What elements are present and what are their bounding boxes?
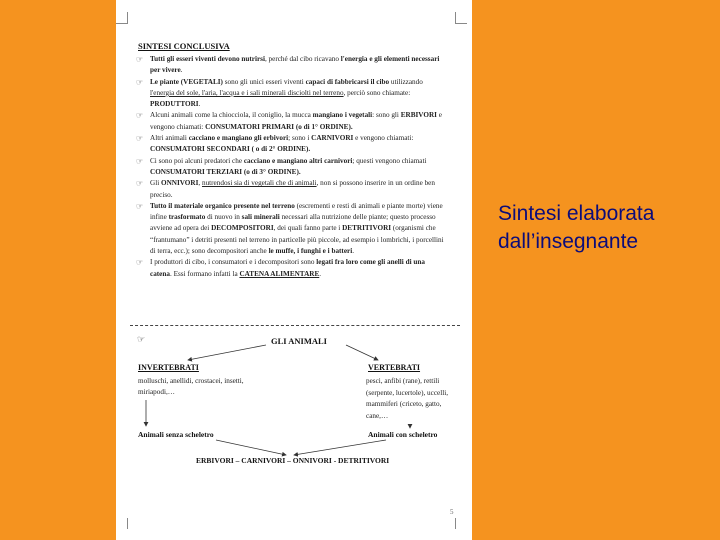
pointing-hand-icon: ☞: [136, 55, 144, 64]
hand-icon: ☞: [137, 335, 146, 345]
vertebrates-description: pesci, anfibi (rane), rettili (serpente, lucertole), uccelli, mammiferi (criceto, gatto, cane,…: [366, 377, 449, 420]
bullet-text-segment: sono gli unici esseri viventi: [222, 77, 306, 86]
bullet-text-segment: .: [180, 66, 183, 75]
page-number: 5: [450, 508, 454, 516]
without-skeleton-label: Animali senza scheletro: [138, 430, 214, 439]
pointing-hand-icon: ☞: [136, 156, 144, 166]
bullet-text-segment: ERBIVORI: [400, 111, 437, 120]
pointing-hand-icon: ☞: [136, 179, 144, 189]
bullet-text-segment: nutrendosi sia di vegetali che di animali: [201, 179, 317, 188]
vertebrates-label: VERTEBRATI: [368, 363, 421, 372]
bullet-text-segment: .: [198, 100, 201, 109]
diagram-title: GLI ANIMALI: [271, 336, 327, 346]
bullet-text-segment: ,: [198, 179, 202, 188]
bullet-text-segment: I produttori di cibo, i consumatori e i decompositori sono: [150, 258, 317, 267]
bullet-text-segment: ; sono i: [288, 134, 312, 143]
bullet-text-segment: l'energia e gli elementi necessari per vivere: [150, 55, 440, 75]
diet-categories-label: ERBIVORI – CARNIVORI – ONNIVORI - DETRITIVORI: [196, 456, 390, 465]
bullet-text-segment: Le piante (VEGETALI): [150, 77, 223, 86]
bullet-text-segment: , non si possono inserire in un ordine ben preciso.: [150, 179, 435, 199]
pointing-hand-icon: ☞: [136, 201, 144, 211]
slide-caption: Sintesi elaborata dall’insegnante: [498, 202, 655, 253]
bullet-text-segment: utilizzando: [389, 77, 423, 86]
bullet-text-segment: . Essi formano infatti la: [169, 269, 240, 278]
bullet-text-segment: cacciano e mangiano gli erbivori: [188, 134, 289, 143]
bullet-text-segment: DETRITIVORI: [342, 224, 392, 233]
bullet-text-segment: cacciano e mangiano altri carnivori: [243, 156, 353, 165]
bullet-text-segment: le muffe, i funghi e i batteri: [268, 247, 353, 256]
bullet-text-segment: CONSUMATORI PRIMARI (o di 1° ORDINE).: [205, 122, 353, 131]
bullet-text-segment: Alcuni animali come la chiocciola, il coniglio, la mucca: [150, 111, 313, 120]
bullet-text-segment: , perciò sono chiamate:: [343, 88, 411, 97]
with-skeleton-label: Animali con scheletro: [368, 430, 438, 439]
bullet-text-segment: l'energia del sole, l'aria, l'acqua e i sali minerali disciolti nel terreno: [150, 88, 344, 97]
bullet-text-segment: capaci di fabbricarsi il cibo: [305, 77, 390, 86]
bullet-text-segment: trasformato: [168, 213, 206, 222]
bullet-text-segment: DECOMPOSITORI: [211, 224, 274, 233]
bullet-text-segment: ; questi vengono chiamati: [352, 156, 427, 165]
bullet-text-segment: , dei quali fanno parte i: [273, 224, 343, 233]
bullet-text-segment: .: [319, 269, 322, 278]
bullet-text-segment: mangiano i vegetali: [312, 111, 373, 120]
bullet-text-segment: CONSUMATORI TERZIARI (o di 3° ORDINE).: [150, 167, 301, 176]
bullet-text-segment: CONSUMATORI SECONDARI ( o di 2° ORDINE).: [150, 145, 311, 154]
bullet-text-segment: e vengono chiamati:: [150, 111, 442, 131]
document-page: [116, 0, 472, 540]
invertebrates-label: INVERTEBRATI: [138, 363, 199, 372]
bullet-text-segment: (organismi che “frantumano” i detriti presenti nel terreno in particelle più piccole, ad esempio i lombrichi, i porcellini di terra, ecc.); sono decompositori anche: [150, 224, 444, 256]
bullet-text-segment: , perché dal cibo ricavano: [264, 55, 341, 63]
bullet-text-segment: legati fra loro come gli anelli di una catena: [150, 258, 425, 278]
bullet-text-segment: Altri animali: [150, 134, 189, 143]
bullet-text-segment: necessari alla nutrizione delle piante; questo processo avviene ad opera dei: [150, 213, 436, 233]
bullet-text-segment: : sono gli: [372, 111, 401, 120]
bullet-text-segment: di nuovo in: [205, 213, 242, 222]
document-title: SINTESI CONCLUSIVA: [138, 41, 230, 51]
pointing-hand-icon: ☞: [136, 134, 144, 144]
bullet-text-segment: Tutto il materiale organico presente nel terreno: [150, 201, 295, 210]
pointing-hand-icon: ☞: [136, 77, 144, 87]
bullet-text-segment: PRODUTTORI: [150, 100, 199, 109]
invertebrates-description: molluschi, anellidi, crostacei, insetti, miriapodi,…: [138, 377, 244, 396]
bullet-text-segment: CARNIVORI: [311, 134, 354, 143]
bullet-text-segment: sali minerali: [241, 213, 280, 222]
bullet-text-segment: Gli: [150, 179, 161, 188]
bullet-text-segment: Tutti gli esseri viventi devono nutrirsi: [150, 55, 265, 63]
pointing-hand-icon: ☞: [136, 258, 144, 268]
bullet-text-segment: ONNIVORI: [160, 179, 199, 188]
pointing-hand-icon: ☞: [136, 111, 144, 121]
bullet-text-segment: (escrementi e resti di animali e piante morte) viene infine: [150, 201, 443, 222]
bullet-text-segment: Ci sono poi alcuni predatori che: [150, 156, 244, 165]
bullet-text-segment: e vengono chiamati:: [353, 134, 414, 143]
bullet-text-segment: .: [352, 247, 355, 256]
bullet-text-segment: CATENA ALIMENTARE: [239, 269, 320, 278]
